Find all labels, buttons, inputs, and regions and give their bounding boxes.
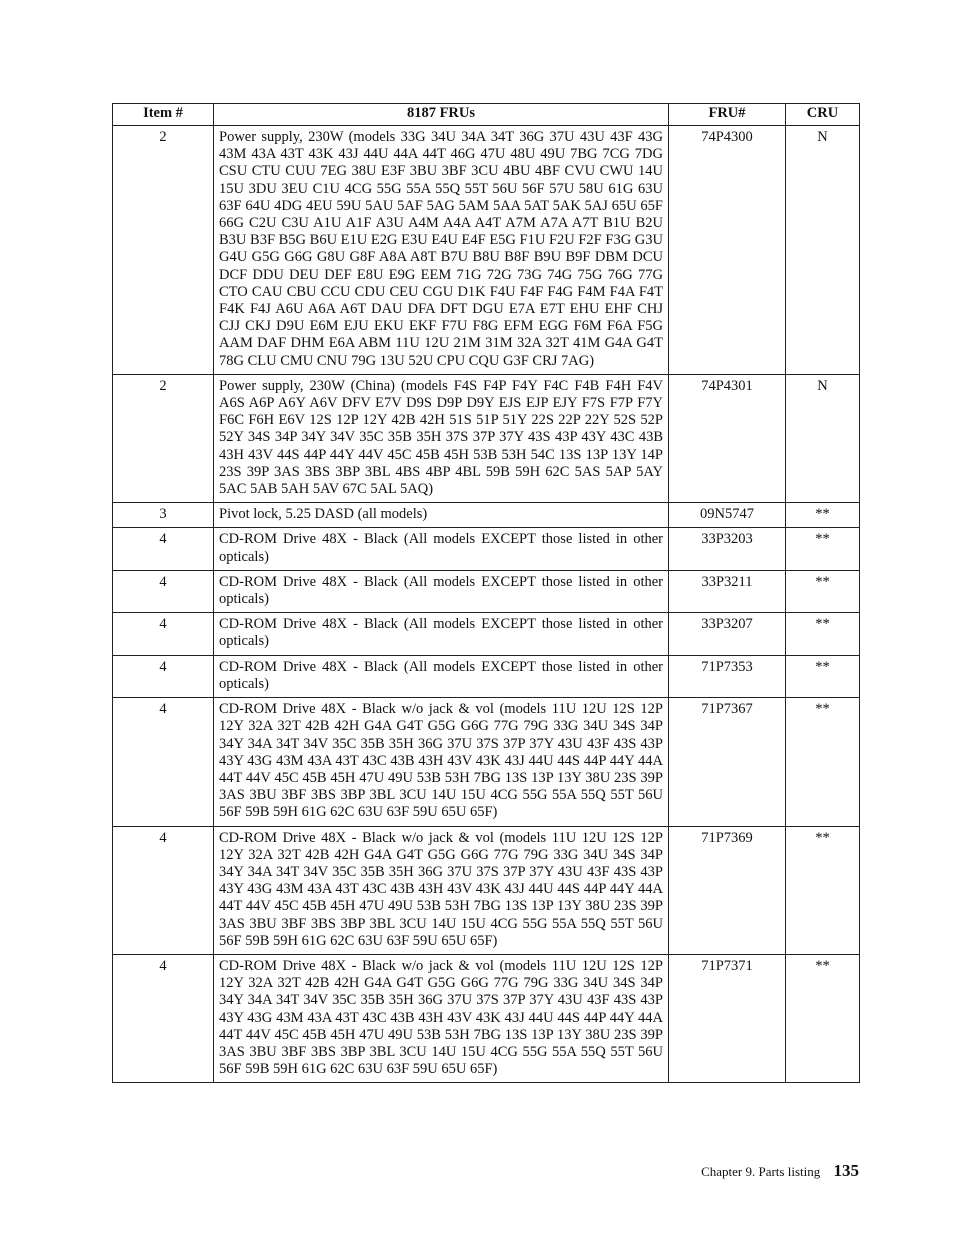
cell-fru: 71P7353 <box>669 655 786 697</box>
cell-cru: ** <box>786 503 860 528</box>
header-fru-number: FRU# <box>669 104 786 126</box>
cell-item: 4 <box>113 570 214 612</box>
cell-item: 4 <box>113 698 214 826</box>
cell-fru: 33P3203 <box>669 528 786 570</box>
table-row <box>113 570 860 612</box>
cell-cru: ** <box>786 655 860 697</box>
table-row <box>113 655 860 697</box>
cell-item: 4 <box>113 655 214 697</box>
table-header-row <box>113 104 860 126</box>
cell-item: 4 <box>113 954 214 1082</box>
header-frus: 8187 FRUs <box>214 104 669 126</box>
cell-fru: 33P3207 <box>669 613 786 655</box>
cell-description: CD-ROM Drive 48X - Black (All models EXCEPT those listed in other opticals) <box>214 570 669 612</box>
page-footer <box>701 1161 859 1181</box>
cell-description: Power supply, 230W (models 33G 34U 34A 34T 36G 37U 43U 43F 43G 43M 43A 43T 43K 43J 44U 44A 44T 46G 47U 48U 49U 7BG 7CG 7DG CSU CTU CUU 7EG 38U E3F 3BU 3BF 3CU 4BU 4BF CVU CWU 14U 15U 3DU 3EU C1U 4CG 55G 55A 55Q 55T 56U 56F 57U 58U 61G 63U 63F 64U 4DG 4EU 59U 5AU 5AF 5AG 5AM 5AA 5AT 5AK 5AJ 65U 65F 66G C2U C3U A1U A1F A3U A4M A4A A4T A7M A7A A7T B1U B2U B3U B3F B5G B6U E1U E2G E3U E4U E4F E5G F1U F2U F2F F3G G3U G4U G5G G6G G8U G8F A8A A8T B7U B8U B8F B9U B9F DBM DCU DCF DDU DEU DEF E8U E9G EEM 71G 72G 73G 74G 75G 76G 77G CTO CAU CBU CCU CDU CEU CGU D1K F4U F4F F4G F4M F4A F4T F4K F4J A6U A6A A6T DAU DFA DFT DGU E7A E7T EHU EHF CHJ CJJ CKJ D9U E6M EJU EKU EKF F7U F8G EFM EGG F6M F6A F5G AAM DAF DHM E6A ABM 11U 12U 21M 31M 32A 32T 41M G4A G4T 78G CLU CMU CNU 79G 13U 52U CPU CQU G3F CRJ 7AG) <box>214 126 669 375</box>
table-row <box>113 374 860 502</box>
cell-description: CD-ROM Drive 48X - Black w/o jack & vol (models 11U 12U 12S 12P 12Y 32A 32T 42B 42H G4A G4T G5G G6G 77G 79G 33G 34U 34S 34P 34Y 34A 34T 34V 35C 35B 35H 36G 37U 37S 37P 37Y 43U 43F 43S 43P 43Y 43G 43M 43A 43T 43C 43B 43H 43V 43K 43J 44U 44S 44P 44Y 44A 44T 44V 45C 45B 45H 47U 49U 53B 53H 7BG 13S 13P 13Y 38U 23S 39P 3AS 3BU 3BF 3BS 3BP 3BL 3CU 14U 15U 4CG 55G 55A 55Q 55T 56U 56F 59B 59H 61G 62C 63U 63F 59U 65U 65F) <box>214 954 669 1082</box>
table-row <box>113 826 860 954</box>
table-row <box>113 126 860 375</box>
cell-item: 4 <box>113 528 214 570</box>
cell-description: Power supply, 230W (China) (models F4S F4P F4Y F4C F4B F4H F4V A6S A6P A6Y A6V DFV E7V D9S D9P D9Y EJS EJP EJY F7S F7P F7Y F6C F6H E6V 12S 12P 12Y 42B 42H 51S 51P 51Y 22S 22P 22Y 52S 52P 52Y 34S 34P 34Y 34V 35C 35B 35H 37S 37P 37Y 43S 43P 43Y 43C 43B 43H 43V 44S 44P 44Y 44V 45C 45B 45H 53B 53H 54C 13S 13P 13Y 14P 23S 39P 3AS 3BS 3BP 3BL 4BS 4BP 4BL 59B 59H 62C 5AS 5AP 5AY 5AC 5AB 5AH 5AV 67C 5AL 5AQ) <box>214 374 669 502</box>
cell-item: 4 <box>113 826 214 954</box>
cell-description: CD-ROM Drive 48X - Black (All models EXCEPT those listed in other opticals) <box>214 613 669 655</box>
page-number: 135 <box>833 1161 859 1180</box>
cell-cru: ** <box>786 570 860 612</box>
cell-cru: ** <box>786 528 860 570</box>
table-row <box>113 528 860 570</box>
cell-cru: ** <box>786 613 860 655</box>
cell-description: Pivot lock, 5.25 DASD (all models) <box>214 503 669 528</box>
table-row <box>113 698 860 826</box>
table-row <box>113 503 860 528</box>
cell-fru: 74P4301 <box>669 374 786 502</box>
cell-fru: 33P3211 <box>669 570 786 612</box>
table-row <box>113 954 860 1082</box>
cell-fru: 71P7371 <box>669 954 786 1082</box>
cell-cru: ** <box>786 954 860 1082</box>
cell-cru: N <box>786 374 860 502</box>
header-item-number: Item # <box>113 104 214 126</box>
cell-fru: 09N5747 <box>669 503 786 528</box>
cell-description: CD-ROM Drive 48X - Black (All models EXCEPT those listed in other opticals) <box>214 655 669 697</box>
parts-table <box>112 103 860 1083</box>
cell-cru: N <box>786 126 860 375</box>
cell-fru: 71P7369 <box>669 826 786 954</box>
cell-cru: ** <box>786 698 860 826</box>
cell-fru: 71P7367 <box>669 698 786 826</box>
chapter-title: Chapter 9. Parts listing <box>701 1164 821 1179</box>
cell-description: CD-ROM Drive 48X - Black w/o jack & vol (models 11U 12U 12S 12P 12Y 32A 32T 42B 42H G4A G4T G5G G6G 77G 79G 33G 34U 34S 34P 34Y 34A 34T 34V 35C 35B 35H 36G 37U 37S 37P 37Y 43U 43F 43S 43P 43Y 43G 43M 43A 43T 43C 43B 43H 43V 43K 43J 44U 44S 44P 44Y 44A 44T 44V 45C 45B 45H 47U 49U 53B 53H 7BG 13S 13P 13Y 38U 23S 39P 3AS 3BU 3BF 3BS 3BP 3BL 3CU 14U 15U 4CG 55G 55A 55Q 55T 56U 56F 59B 59H 61G 62C 63U 63F 59U 65U 65F) <box>214 826 669 954</box>
cell-description: CD-ROM Drive 48X - Black (All models EXCEPT those listed in other opticals) <box>214 528 669 570</box>
table-row <box>113 613 860 655</box>
cell-cru: ** <box>786 826 860 954</box>
cell-description: CD-ROM Drive 48X - Black w/o jack & vol (models 11U 12U 12S 12P 12Y 32A 32T 42B 42H G4A G4T G5G G6G 77G 79G 33G 34U 34S 34P 34Y 34A 34T 34V 35C 35B 35H 36G 37U 37S 37P 37Y 43U 43F 43S 43P 43Y 43G 43M 43A 43T 43C 43B 43H 43V 43K 43J 44U 44S 44P 44Y 44A 44T 44V 45C 45B 45H 47U 49U 53B 53H 7BG 13S 13P 13Y 38U 23S 39P 3AS 3BU 3BF 3BS 3BP 3BL 3CU 14U 15U 4CG 55G 55A 55Q 55T 56U 56F 59B 59H 61G 62C 63U 63F 59U 65U 65F) <box>214 698 669 826</box>
cell-item: 2 <box>113 126 214 375</box>
cell-item: 2 <box>113 374 214 502</box>
cell-item: 4 <box>113 613 214 655</box>
header-cru: CRU <box>786 104 860 126</box>
cell-fru: 74P4300 <box>669 126 786 375</box>
cell-item: 3 <box>113 503 214 528</box>
